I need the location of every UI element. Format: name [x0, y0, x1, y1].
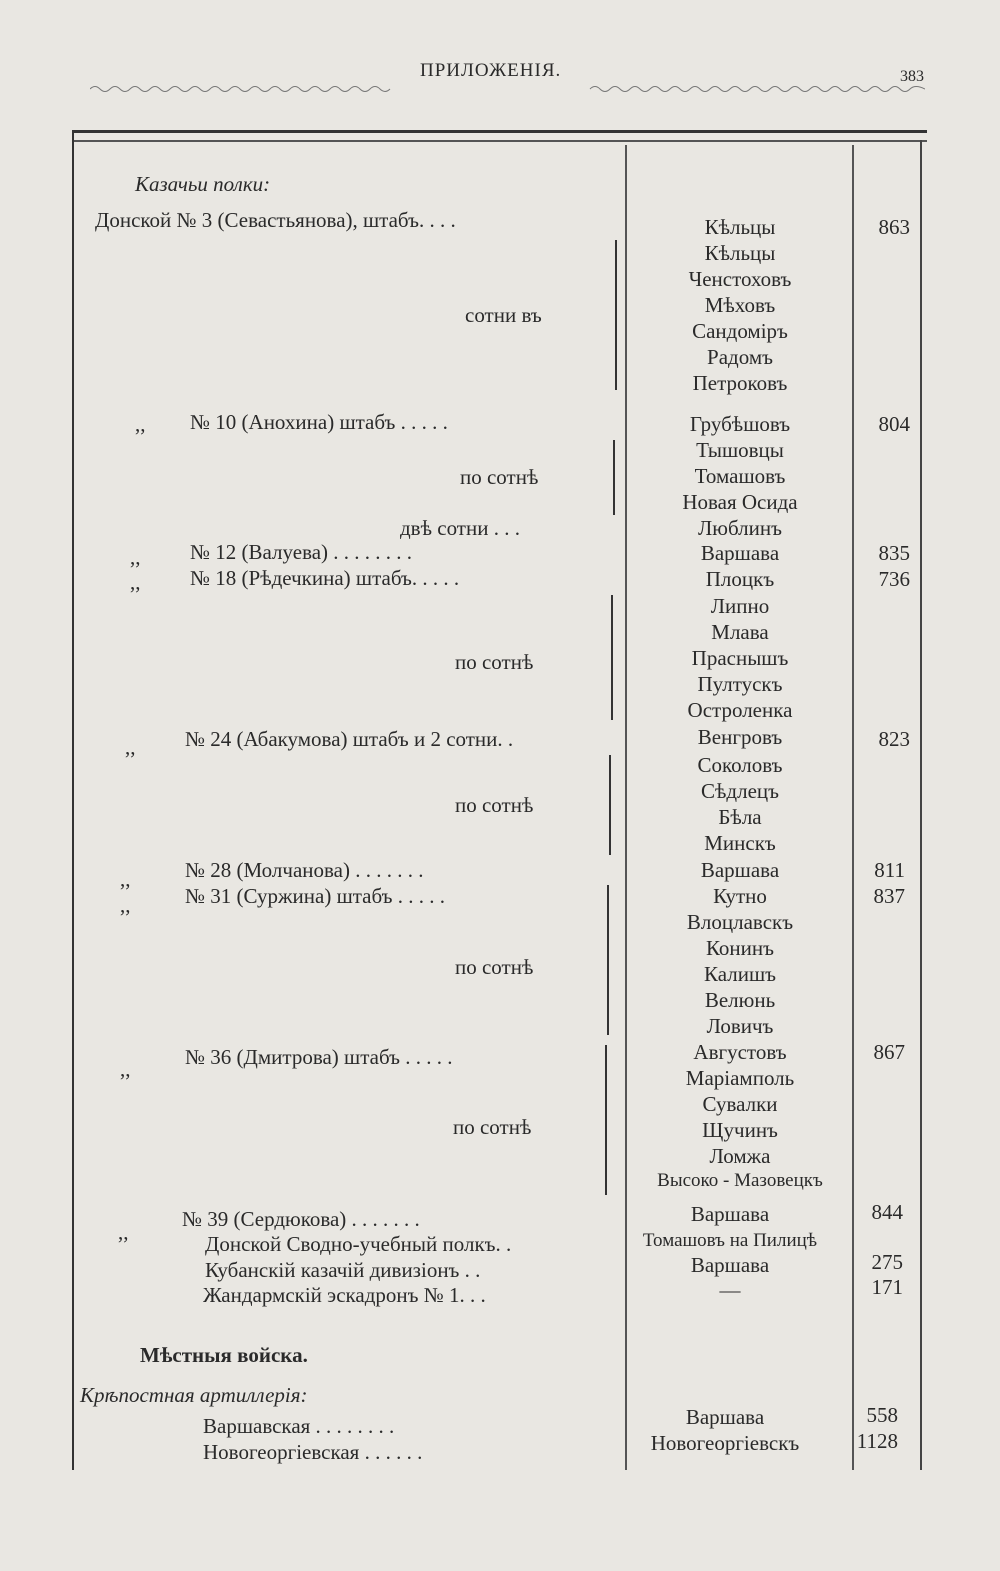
- row-city: Влоцлавскъ: [686, 910, 794, 934]
- row-city: Ломжа: [709, 1144, 771, 1168]
- ditto-mark: ,,: [120, 1057, 131, 1081]
- row-label: Варшавская . . . . . . . .: [203, 1414, 395, 1438]
- row-count: 863: [878, 215, 910, 239]
- row-label: сотни въ: [465, 303, 542, 327]
- row-city: Варшава: [690, 1202, 770, 1226]
- ditto-mark: ,,: [118, 1220, 129, 1244]
- row-label: по сотнѣ: [455, 793, 534, 817]
- row-count: 837: [873, 884, 905, 908]
- row-city: Кѣльцы: [704, 241, 776, 265]
- row-city: Кутно: [713, 884, 767, 908]
- ditto-mark: ,,: [130, 570, 141, 594]
- table-frame-top: [72, 130, 927, 133]
- row-city: Варшава: [690, 1253, 770, 1277]
- wavy-rule: [90, 82, 925, 96]
- row-city: Калишъ: [704, 962, 776, 986]
- row-city: Пултускъ: [697, 672, 783, 696]
- row-city: Кѣльцы: [704, 215, 776, 239]
- brace: [615, 240, 617, 390]
- row-count: 1128: [856, 1429, 898, 1453]
- subsection-heading: Крѣпостная артиллерія:: [80, 1383, 308, 1407]
- row-count: 804: [878, 412, 910, 436]
- row-city: Сѣдлецъ: [701, 779, 779, 803]
- row-city: Венгровъ: [697, 725, 783, 749]
- row-label: Донской № 3 (Севастьянова), штабъ. . . .: [95, 208, 456, 232]
- row-city: Велюнь: [704, 988, 776, 1012]
- row-city: Мѣховъ: [704, 293, 776, 317]
- row-label: № 36 (Дмитрова) штабъ . . . . .: [185, 1045, 453, 1069]
- row-label: по сотнѣ: [455, 955, 534, 979]
- brace: [605, 1045, 607, 1195]
- row-city: Сандоміръ: [692, 319, 788, 343]
- row-city: Новогеоргіевскъ: [650, 1431, 800, 1455]
- row-city: Радомъ: [707, 345, 773, 369]
- row-count: 275: [871, 1250, 903, 1274]
- table-frame-top-inner: [72, 140, 927, 142]
- row-city: Тышовцы: [696, 438, 784, 462]
- row-city: Ловичъ: [706, 1014, 774, 1038]
- row-label: двѣ сотни . . .: [400, 516, 520, 540]
- row-label: по сотнѣ: [453, 1115, 532, 1139]
- row-label: № 10 (Анохина) штабъ . . . . .: [190, 410, 448, 434]
- row-city: Конинъ: [705, 936, 775, 960]
- brace: [607, 885, 609, 1035]
- row-label: № 39 (Сердюкова) . . . . . . .: [182, 1207, 420, 1231]
- row-city: Соколовъ: [697, 753, 783, 777]
- row-city: Липно: [710, 594, 770, 618]
- ditto-mark: ,,: [120, 893, 131, 917]
- ditto-mark: ,,: [130, 545, 141, 569]
- row-city: Новая Осида: [682, 490, 798, 514]
- section-heading: Казачьи полки:: [135, 172, 271, 196]
- row-count: 558: [866, 1403, 898, 1427]
- row-label: Кубанскій казачій дивизіонъ . .: [205, 1258, 481, 1282]
- row-city: Люблинъ: [698, 516, 782, 540]
- row-city: Плоцкъ: [705, 567, 775, 591]
- row-city: Остроленка: [687, 698, 793, 722]
- row-count: 835: [878, 541, 910, 565]
- row-label: № 24 (Абакумова) штабъ и 2 сотни. .: [185, 727, 514, 751]
- row-city: Варшава: [700, 541, 780, 565]
- row-label: № 18 (Рѣдечкина) штабъ. . . . .: [190, 566, 460, 590]
- row-city: Варшава: [700, 858, 780, 882]
- row-city: Млава: [711, 620, 769, 644]
- row-label: № 31 (Суржина) штабъ . . . . .: [185, 884, 446, 908]
- row-label: Донской Сводно-учебный полкъ. .: [205, 1232, 512, 1256]
- row-city: Праснышъ: [691, 646, 789, 670]
- row-count: 736: [878, 567, 910, 591]
- row-count: 867: [873, 1040, 905, 1064]
- brace: [613, 440, 615, 515]
- row-city: Маріамполь: [685, 1066, 795, 1090]
- ditto-mark: ,,: [135, 412, 146, 436]
- row-city: Томашовъ на Пилицѣ: [642, 1230, 818, 1251]
- row-city: Ченстоховъ: [688, 267, 792, 291]
- row-city: —: [719, 1278, 741, 1302]
- page-number: 383: [900, 68, 924, 85]
- row-count: 844: [871, 1200, 903, 1224]
- row-city: Минскъ: [704, 831, 776, 855]
- row-city: Петроковъ: [692, 371, 788, 395]
- row-city: Грубѣшовъ: [689, 412, 791, 436]
- row-city: Щучинъ: [702, 1118, 778, 1142]
- row-label: Жандармскій эскадронъ № 1. . .: [203, 1283, 486, 1307]
- row-city: Августовъ: [693, 1040, 787, 1064]
- ditto-mark: ,,: [120, 867, 131, 891]
- row-city: Бѣла: [718, 805, 762, 829]
- row-label: по сотнѣ: [455, 650, 534, 674]
- row-city: Томашовъ: [694, 464, 786, 488]
- table-frame-right: [920, 140, 922, 1470]
- row-label: Новогеоргіевская . . . . . .: [203, 1440, 423, 1464]
- table-frame-left: [72, 130, 74, 1470]
- section-heading: Мѣстныя войска.: [140, 1343, 308, 1367]
- row-label: № 12 (Валуева) . . . . . . . .: [190, 540, 413, 564]
- row-city: Высоко - Мазовецкъ: [657, 1170, 823, 1191]
- row-label: по сотнѣ: [460, 465, 539, 489]
- row-city: Сувалки: [702, 1092, 778, 1116]
- row-label: № 28 (Молчанова) . . . . . . .: [185, 858, 424, 882]
- row-count: 823: [878, 727, 910, 751]
- brace: [609, 755, 611, 855]
- row-count: 811: [874, 858, 905, 882]
- ditto-mark: ,,: [125, 735, 136, 759]
- brace: [611, 595, 613, 720]
- row-count: 171: [871, 1275, 903, 1299]
- row-city: Варшава: [685, 1405, 765, 1429]
- running-head: ПРИЛОЖЕНІЯ.: [420, 60, 562, 81]
